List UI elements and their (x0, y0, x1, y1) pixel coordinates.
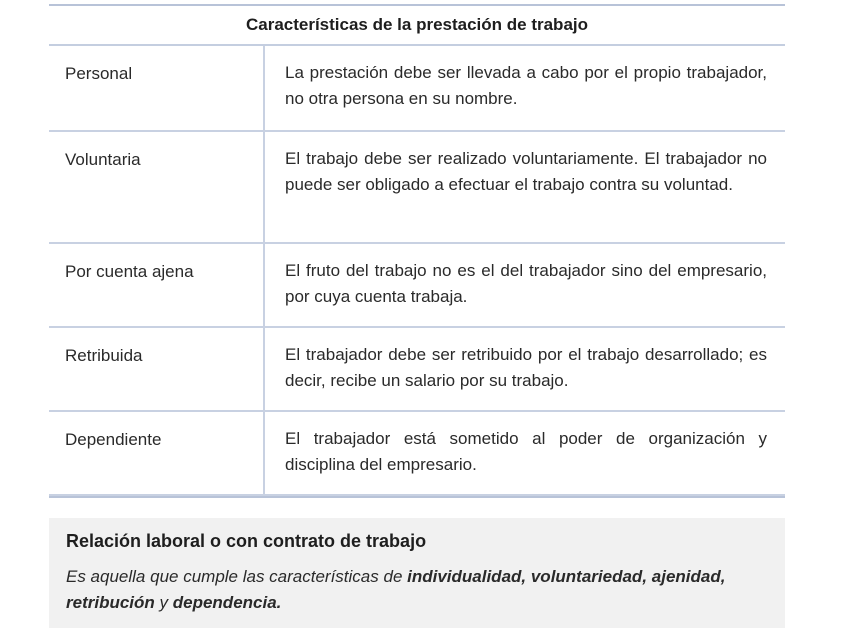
row-term: Personal (49, 46, 265, 130)
row-description: El fruto del trabajo no es el del trabajador sino del empresario, por cuya cuenta trabaja. (285, 261, 767, 306)
table-bottom-rule (49, 496, 785, 498)
table-row (49, 412, 785, 496)
table-row (49, 328, 785, 412)
definition-intro: Es aquella que cumple las características de (66, 567, 408, 586)
table-row (49, 132, 785, 244)
row-term: Por cuenta ajena (49, 244, 265, 326)
definition-text (66, 564, 771, 616)
table-title: Características de la prestación de trabajo (49, 6, 785, 46)
definition-traits: individualidad, voluntariedad, ajenidad, retribución (66, 567, 726, 612)
row-term: Retribuida (49, 328, 265, 410)
definition-last-trait: dependencia (172, 593, 277, 612)
row-description: El trabajador está sometido al poder de organización y disciplina del empresario. (285, 429, 767, 474)
table-row (49, 244, 785, 328)
table-row (49, 46, 785, 132)
row-description: El trabajador debe ser retribuido por el trabajo desarrollado; es decir, recibe un salario por su trabajo. (285, 345, 767, 390)
definition-connector: y (154, 593, 173, 612)
row-term: Dependiente (49, 412, 265, 494)
row-description: El trabajo debe ser realizado voluntariamente. El trabajador no puede ser obligado a efectuar el trabajo contra su voluntad. (285, 149, 767, 194)
row-description: La prestación debe ser llevada a cabo por el propio trabajador, no otra persona en su nombre. (285, 63, 767, 108)
row-term: Voluntaria (49, 132, 265, 242)
characteristics-table (49, 4, 785, 498)
definition-title: Relación laboral o con contrato de trabajo (66, 531, 427, 551)
definition-end: . (276, 593, 282, 612)
definition-box (49, 518, 785, 628)
